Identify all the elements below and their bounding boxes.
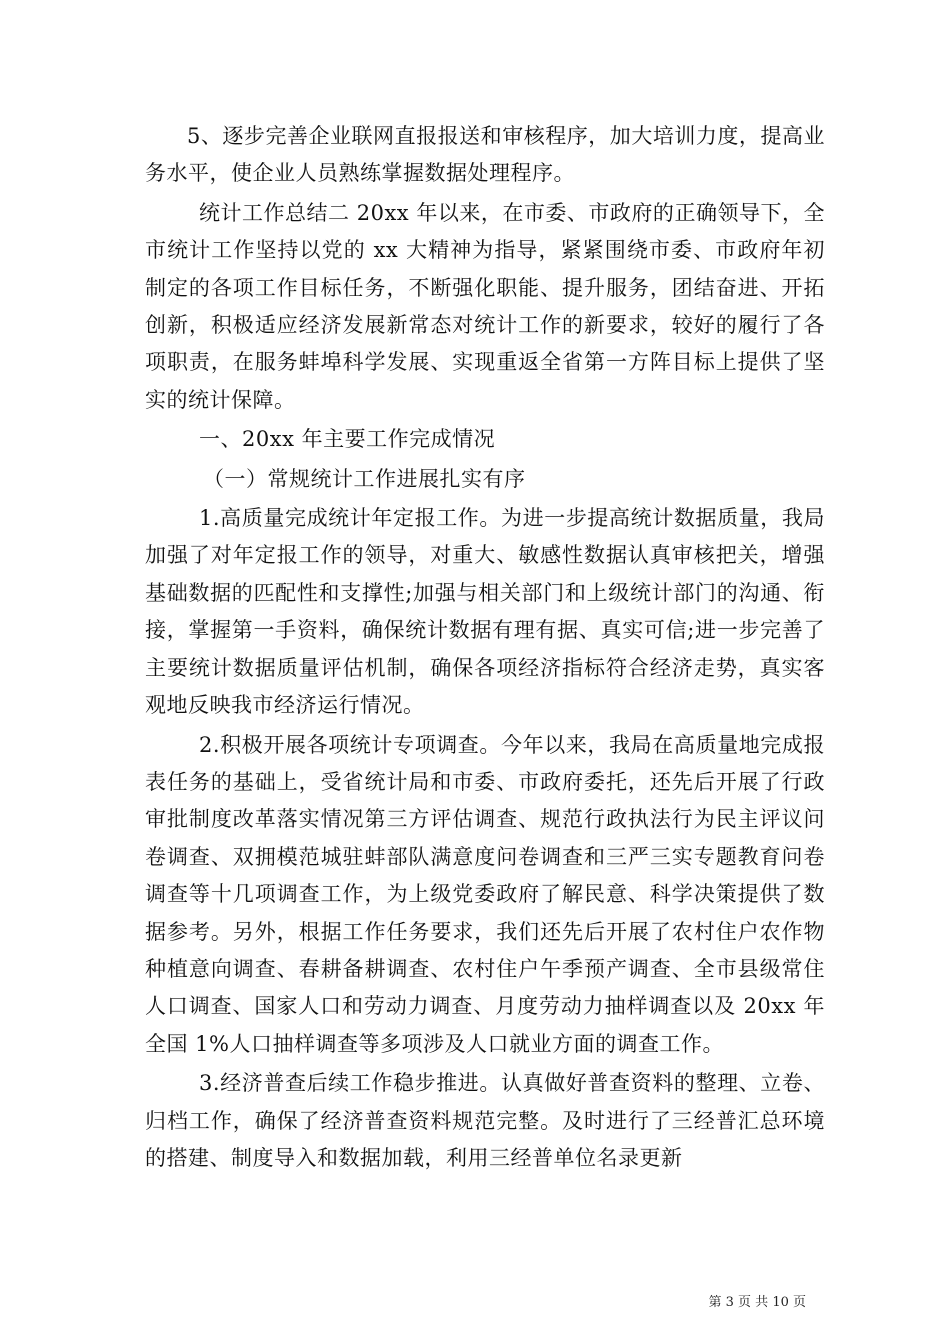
paragraph-special-surveys: 2.积极开展各项统计专项调查。今年以来，我局在高质量地完成报表任务的基础上，受省统计局和市委、市政府委托，还先后开展了行政审批制度改革落实情况第三方评估调查、规范行政执法行为民主评议问卷调查、双拥模范城驻蚌部队满意度问卷调查和三严三实专题教育问卷调查等十几项调查工作，为上级党委政府了解民意、科学决策提供了数据参考。另外，根据工作任务要求，我们还先后开展了农村住户农作物种植意向调查、春耕备耕调查、农村住户午季预产调查、全市县级常住人口调查、国家人口和劳动力调查、月度劳动力抽样调查以及 20xx 年全国 1%人口抽样调查等多项涉及人口就业方面的调查工作。 <box>145 732 825 1056</box>
paragraph-economic-census: 3.经济普查后续工作稳步推进。认真做好普查资料的整理、立卷、归档工作，确保了经济普查资料规范完整。及时进行了三经普汇总环境的搭建、制度导入和数据加载，利用三经普单位名录更新 <box>145 1071 825 1170</box>
paragraph-item-5: 5、逐步完善企业联网直报报送和审核程序，加大培训力度，提高业务水平，使企业人员熟练掌握数据处理程序。 <box>145 124 825 186</box>
page-number-footer: 第 3 页 共 10 页 <box>708 1295 806 1310</box>
paragraph-summary-two: 统计工作总结二 20xx 年以来，在市委、市政府的正确领导下，全市统计工作坚持以党的 xx 大精神为指导，紧紧围绕市委、市政府年初制定的各项工作目标任务，不断强化职能、提升服务，团结奋进、开拓创新，积极适应经济发展新常态对统计工作的新要求，较好的履行了各项职责，在服务蚌埠科学发展、实现重返全省第一方阵目标上提供了坚实的统计保障。 <box>145 200 825 412</box>
subsection-heading-routine-stats: （一）常规统计工作进展扎实有序 <box>203 466 526 491</box>
paragraph-annual-reporting: 1.高质量完成统计年定报工作。为进一步提高统计数据质量，我局加强了对年定报工作的领导，对重大、敏感性数据认真审核把关，增强基础数据的匹配性和支撑性;加强与相关部门和上级统计部门的沟通、衔接，掌握第一手资料，确保统计数据有理有据、真实可信;进一步完善了主要统计数据质量评估机制，确保各项经济指标符合经济走势，真实客观地反映我市经济运行情况。 <box>145 506 825 718</box>
section-heading-main-work: 一、20xx 年主要工作完成情况 <box>199 427 496 452</box>
document-body <box>145 118 825 1177</box>
